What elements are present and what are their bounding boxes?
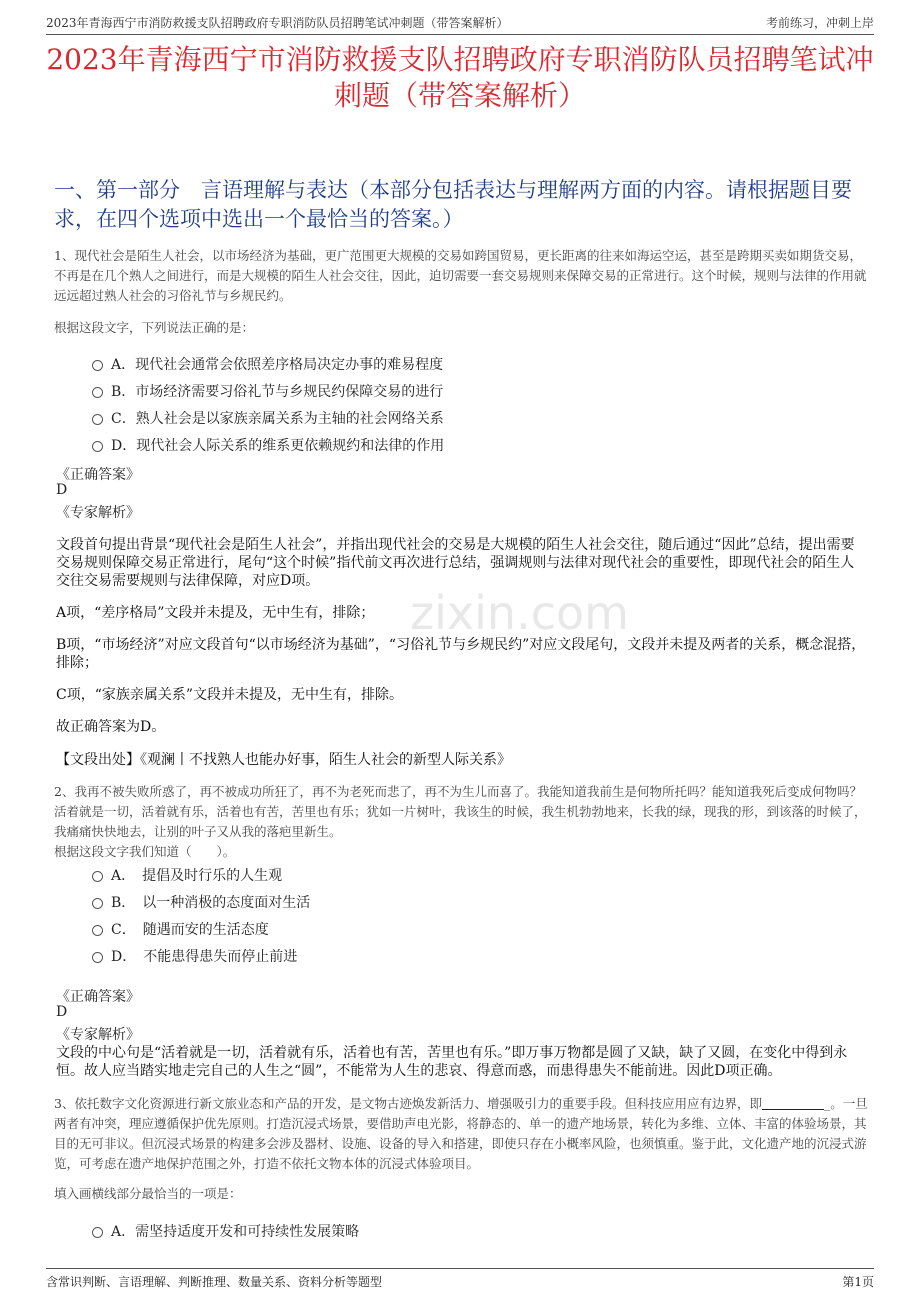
page-footer (46, 1268, 874, 1289)
q1-answer-label: 《正确答案》 (56, 467, 140, 483)
answer-blank (762, 1097, 824, 1110)
q2-answer: D (56, 1004, 68, 1020)
radio-icon[interactable] (92, 387, 103, 398)
q1-option-b[interactable]: B．市场经济需要习俗礼节与乡规民约保障交易的进行 (92, 381, 443, 401)
radio-icon[interactable] (92, 898, 103, 909)
footer-topics: 含常识判断、言语理解、判断推理、数量关系、资料分析等题型 (46, 1275, 383, 1289)
q1-analysis-5: 故正确答案为D。 (56, 719, 166, 735)
radio-icon[interactable] (92, 414, 103, 425)
q1-source: 【文段出处】《观澜丨不找熟人也能办好事，陌生人社会的新型人际关系》 (56, 752, 511, 768)
q1-prompt: 根据这段文字，下列说法正确的是： (54, 320, 255, 335)
q1-analysis-2: A项，“差序格局”文段并未提及，无中生有，排除； (56, 605, 375, 621)
q2-option-c[interactable]: C． 随遇而安的生活态度 (92, 919, 269, 939)
radio-icon[interactable] (92, 871, 103, 882)
header-slogan: 考前练习，冲刺上岸 (765, 16, 874, 30)
q3-prompt: 填入画横线部分最恰当的一项是： (54, 1186, 242, 1201)
q1-option-d[interactable]: D．现代社会人际关系的维系更依赖规约和法律的作用 (92, 435, 444, 455)
q1-analysis-3: B项，“市场经济”对应文段首句“以市场经济为基础”，“习俗礼节与乡规民约”对应文段尾句，文段并未提及两者的关系，概念混搭，排除； (56, 637, 866, 671)
q1-stem: 1、现代社会是陌生人社会，以市场经济为基础，更广范围更大规模的交易如跨国贸易，更长距离的往来如海运空运，甚至是跨期买卖如期货交易，不再是在几个熟人之间进行，而是大规模的陌生人社会交往，因此，迫切需要一套交易规则来保障交易的正常进行。这个时候，规则与法律的作用就远远超过熟人社会的习俗礼节与乡规民约。 (54, 248, 867, 303)
page-number: 第1页 (842, 1275, 874, 1289)
q1-analysis-1: 文段首句提出背景“现代社会是陌生人社会”，并指出现代社会的交易是大规模的陌生人社会交往，随后通过“因此”总结，提出需要交易规则保障交易正常进行，尾句“这个时候”指代前文再次进行总结，强调规则与法律对现代社会的重要性，即现代社会的陌生人交往交易需要规则与法律保障，对应D项。 (56, 537, 855, 589)
q2-option-b[interactable]: B． 以一种消极的态度面对生活 (92, 892, 310, 912)
q3-option-a[interactable]: A．需坚持适度开发和可持续性发展策略 (92, 1221, 359, 1241)
q1-analysis-label: 《专家解析》 (56, 505, 140, 521)
q2-analysis: 文段的中心句是“活着就是一切，活着就有乐，活着也有苦，苦里也有乐。”即万事万物都是圆了又缺，缺了又圆，在变化中得到永恒。故人应当踏实地走完自己的人生之“圆”，不能常为人生的悲哀、得意而惑，而患得患失不能前进。因此D项正确。 (56, 1045, 848, 1079)
q2-option-d[interactable]: D． 不能患得患失而停止前进 (92, 946, 297, 966)
section-heading: 一、第一部分 言语理解与表达（本部分包括表达与理解两方面的内容。请根据题目要求，在四个选项中选出一个最恰当的答案。） (54, 178, 852, 231)
radio-icon[interactable] (92, 1227, 103, 1238)
q3-stem: 3、依托数字文化资源进行新文旅业态和产品的开发，是文物古迹焕发新活力、增强吸引力的重要手段。但科技应用应有边界，即 _。一旦两者有冲突，理应遵循保护优先原则。打造沉浸式场景，要借助声电光影，将静态的、单一的遗产地场景，转化为多维、立体、丰富的体验场景，其目的无可非议。但沉浸式场景的构建多会涉及器材、设施、设备的导入和搭建，即使只存在小概率风险，也须慎重。鉴于此，文化遗产地的沉浸式游览，可考虑在遗产地保护范围之外，打造不依托文物本体的沉浸式体验项目。 (54, 1096, 868, 1171)
radio-icon[interactable] (92, 360, 103, 371)
document-title: 2023年青海西宁市消防救援支队招聘政府专职消防队员招聘笔试冲刺题（带答案解析） (46, 43, 874, 112)
watermark: zixin.com (410, 586, 629, 640)
q1-option-a[interactable]: A．现代社会通常会依照差序格局决定办事的难易程度 (92, 354, 443, 374)
header-doc-title: 2023年青海西宁市消防救援支队招聘政府专职消防队员招聘笔试冲刺题（带答案解析） (46, 16, 509, 30)
q1-option-c[interactable]: C．熟人社会是以家族亲属关系为主轴的社会网络关系 (92, 408, 444, 428)
radio-icon[interactable] (92, 952, 103, 963)
q2-option-a[interactable]: A． 提倡及时行乐的人生观 (92, 865, 282, 885)
page-header (46, 10, 874, 35)
q2-prompt: 根据这段文字我们知道（ ）。 (54, 844, 236, 859)
radio-icon[interactable] (92, 925, 103, 936)
q2-answer-label: 《正确答案》 (56, 989, 140, 1005)
q1-answer: D (56, 482, 68, 498)
q1-analysis-4: C项，“家族亲属关系”文段并未提及，无中生有，排除。 (56, 687, 404, 703)
radio-icon[interactable] (92, 441, 103, 452)
q2-stem: 2、我再不被失败所惑了，再不被成功所狂了，再不为老死而悲了，再不为生儿而喜了。我能知道我前生是何物所托吗？能知道我死后变成何物吗？活着就是一切，活着就有乐，活着也有苦，苦里也有乐；犹如一片树叶，我该生的时候，我生机勃勃地来，长我的绿，现我的形，到该落的时候了，我痛痛快快地去，让别的叶子又从我的落疤里新生。 (54, 784, 867, 839)
q2-analysis-label: 《专家解析》 (56, 1027, 140, 1043)
